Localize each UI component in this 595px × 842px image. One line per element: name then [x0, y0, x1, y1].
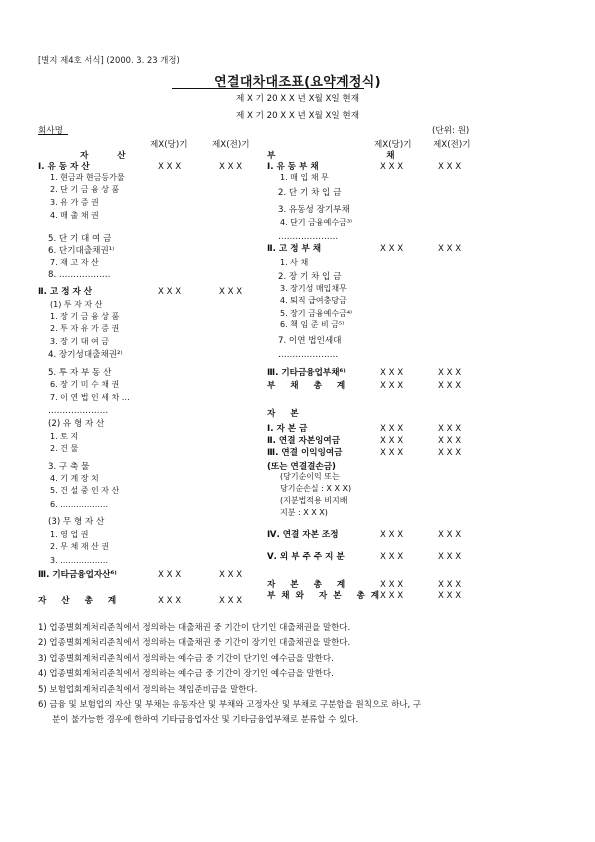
liability-row	[0, 244, 595, 254]
liability-current-value: X X X	[380, 244, 404, 254]
asset-label: 2. 단 기 금 융 상 품	[50, 185, 120, 194]
footnote: 5) 보험업회계처리준칙에서 정의하는 책임준비금을 말한다.	[38, 684, 258, 695]
liability-row	[0, 496, 595, 506]
asset-row	[0, 393, 595, 403]
liability-label: Ⅰ. 자 본 금	[267, 424, 308, 434]
asset-previous-value: X X X	[219, 287, 243, 297]
asset-label: 1. 토 지	[50, 432, 79, 441]
footnote: 2) 업종별회계처리준칙에서 정의하는 대출채권 중 기간이 장기인 대출채권을 말한다.	[38, 638, 351, 649]
liability-row	[0, 530, 595, 540]
liability-row	[0, 232, 595, 242]
asset-previous-value: X X X	[219, 162, 243, 172]
liability-label: (당기순이익 또는	[280, 472, 340, 481]
liability-row	[0, 350, 595, 360]
liability-previous-value: X X X	[438, 381, 462, 391]
asset-previous-value: X X X	[219, 570, 243, 580]
footnote: 6) 금융 및 보험업의 자산 및 부채는 유동자산 및 부채와 고정자산 및 부채로 구분함을 원칙으로 하나, 구	[38, 700, 422, 711]
liability-label: …………………	[278, 232, 339, 242]
liability-row	[0, 309, 595, 319]
liability-row	[0, 381, 595, 391]
liability-label: 2. 장 기 차 입 금	[278, 272, 342, 282]
asset-label: 1. 영 업 권	[50, 530, 89, 539]
liability-current-value: X X X	[380, 448, 404, 458]
liabilities-section-header: 부 채	[267, 151, 449, 161]
company-name-label: 회사명	[38, 126, 63, 136]
liability-label: 부채와 자본 총계	[267, 591, 386, 601]
liability-row	[0, 424, 595, 434]
liability-label: 6. 책 임 준 비 금⁵⁾	[280, 320, 345, 329]
liability-row	[0, 409, 595, 419]
liability-label: Ⅳ. 연결 자본 조정	[267, 530, 339, 540]
liability-row	[0, 552, 595, 562]
asset-label: 5. 투 자 부 동 산	[48, 368, 112, 378]
liability-row	[0, 218, 595, 228]
asset-label: 6. 장 기 미 수 채 권	[50, 380, 120, 389]
footnote: 4) 업종별회계처리준칙에서 정의하는 예수금 중 기간이 장기인 예수금을 말한다.	[38, 669, 334, 680]
form-note: [별지 제4호 서식] (2000. 3. 23 개정)	[38, 55, 180, 65]
asset-label: Ⅲ. 기타금융업자산⁶⁾	[38, 570, 117, 580]
liability-label: (또는 연결결손금)	[267, 462, 336, 472]
liability-row	[0, 484, 595, 494]
liability-row	[0, 508, 595, 518]
liability-current-value: X X X	[380, 530, 404, 540]
liabilities-current-period-header: 제X(당)기	[374, 140, 412, 150]
company-underline	[38, 134, 68, 135]
liability-label: (지분법적용 비지배	[280, 496, 348, 505]
liability-label: 5. 장기 금융예수금⁴⁾	[280, 309, 352, 318]
title-underline	[172, 88, 364, 89]
asset-label: 4. 매 출 채 권	[50, 211, 99, 220]
asset-label: 3. 장 기 대 여 금	[50, 337, 109, 346]
liability-current-value: X X X	[380, 381, 404, 391]
asset-label: 7. 이 연 법 인 세 차 …	[50, 393, 130, 402]
footnotes	[38, 621, 558, 729]
liability-row	[0, 162, 595, 172]
asset-label: 3. ………………	[50, 556, 109, 565]
liability-row	[0, 205, 595, 215]
asset-row	[0, 570, 595, 580]
liability-row	[0, 320, 595, 330]
asset-label: …………………	[48, 406, 109, 416]
liability-label: 4. 단기 금융예수금³⁾	[280, 218, 352, 227]
asset-label: (1) 투 자 자 산	[50, 300, 103, 309]
asset-label: 4. 기 계 장 치	[50, 474, 99, 483]
liability-label: Ⅰ. 유 동 부 채	[267, 162, 319, 172]
liability-label: Ⅲ. 기타금융업부채⁶⁾	[267, 368, 346, 378]
liability-label: 지분 : X X X)	[280, 508, 328, 517]
asset-label: 자 산 총 계	[38, 596, 123, 606]
liability-row	[0, 448, 595, 458]
liability-row	[0, 462, 595, 472]
footnote: 1) 업종별회계처리준칙에서 정의하는 대출채권 중 기간이 단기인 대출채권을 말한다.	[38, 623, 351, 633]
asset-row	[0, 517, 595, 527]
liability-label: Ⅱ. 연결 자본잉여금	[267, 436, 341, 446]
liability-current-value: X X X	[380, 368, 404, 378]
assets-section-header: 자 산	[80, 151, 139, 161]
asset-label: 1. 장 기 금 융 상 품	[50, 312, 120, 321]
document-title: 연결대차대조표(요약계정식)	[214, 75, 381, 90]
liability-current-value: X X X	[380, 591, 404, 601]
liability-label: Ⅲ. 연결 이익잉여금	[267, 448, 343, 458]
liability-previous-value: X X X	[438, 530, 462, 540]
assets-current-period-header: 제X(당)기	[150, 140, 188, 150]
liability-row	[0, 336, 595, 346]
asset-current-value: X X X	[158, 596, 182, 606]
liability-previous-value: X X X	[438, 162, 462, 172]
liability-previous-value: X X X	[438, 448, 462, 458]
asset-label: 2. 건 물	[50, 444, 79, 453]
asset-label: 7. 재 고 자 산	[50, 258, 99, 267]
liability-row	[0, 368, 595, 378]
asset-label: 6. 단기대출채권¹⁾	[48, 246, 115, 256]
liability-label: 부 채 총 계	[267, 381, 352, 391]
asset-label: 3. 구 축 물	[48, 462, 90, 472]
liability-label: 1. 사 채	[280, 258, 309, 267]
liability-previous-value: X X X	[438, 368, 462, 378]
asset-current-value: X X X	[158, 287, 182, 297]
asset-row	[0, 542, 595, 552]
liability-previous-value: X X X	[438, 436, 462, 446]
liability-label: 3. 유동성 장기부채	[278, 205, 350, 215]
liability-label: 자 본	[267, 409, 305, 419]
unit-label: (단위: 원)	[432, 126, 470, 136]
asset-label: 4. 장기성대출채권²⁾	[48, 350, 123, 360]
asset-label: 1. 현금과 현금등가물	[50, 173, 125, 182]
liability-row	[0, 436, 595, 446]
liability-row	[0, 284, 595, 294]
asset-label: 8. ………………	[48, 270, 111, 280]
liability-previous-value: X X X	[438, 424, 462, 434]
asset-label: 2. 무 체 재 산 권	[50, 542, 109, 551]
asset-label: 2. 투 자 유 가 증 권	[50, 324, 120, 333]
liability-row	[0, 258, 595, 268]
liability-row	[0, 272, 595, 282]
asset-label: 6. ………………	[50, 500, 109, 509]
liability-previous-value: X X X	[438, 552, 462, 562]
liability-row	[0, 591, 595, 601]
liability-row	[0, 173, 595, 183]
liability-label: 2. 단 기 차 입 금	[278, 188, 342, 198]
asset-label: 3. 유 가 증 권	[50, 198, 99, 207]
asset-label: Ⅰ. 유 동 자 산	[38, 162, 90, 172]
asset-label: 5. 건 설 중 인 자 산	[50, 486, 120, 495]
liability-previous-value: X X X	[438, 591, 462, 601]
liability-row	[0, 188, 595, 198]
liability-label: 3. 장기성 매입채무	[280, 284, 347, 293]
asset-previous-value: X X X	[219, 596, 243, 606]
asset-label: Ⅱ. 고 정 자 산	[38, 287, 93, 297]
liability-label: 자 본 총 계	[267, 580, 352, 590]
liability-label: 당기순손실 : X X X)	[280, 484, 352, 493]
asset-label: (2) 유 형 자 산	[48, 419, 105, 429]
assets-previous-period-header: 제X(전)기	[212, 140, 250, 150]
liability-current-value: X X X	[380, 580, 404, 590]
liability-previous-value: X X X	[438, 580, 462, 590]
asset-label: 5. 단 기 대 여 금	[48, 234, 112, 244]
liabilities-previous-period-header: 제X(전)기	[433, 140, 471, 150]
liability-label: 4. 퇴직 급여충당금	[280, 296, 347, 305]
liability-row	[0, 296, 595, 306]
liability-row	[0, 580, 595, 590]
liability-row	[0, 472, 595, 482]
liability-label: 1. 매 입 채 무	[280, 173, 329, 182]
footnote-continuation: 분이 불가능한 경우에 한하여 기타금융업자산 및 기타금융업부채로 분류할 수 있다.	[52, 715, 359, 726]
period-current: 제 X 기 20 X X 년 X월 X일 현재	[235, 94, 360, 104]
liability-current-value: X X X	[380, 552, 404, 562]
liability-label: …………………	[278, 350, 339, 360]
liability-current-value: X X X	[380, 424, 404, 434]
asset-current-value: X X X	[158, 570, 182, 580]
period-previous: 제 X 기 20 X X 년 X월 X일 현재	[235, 111, 360, 121]
liability-current-value: X X X	[380, 162, 404, 172]
footnote: 3) 업종별회계처리준칙에서 정의하는 예수금 중 기간이 단기인 예수금을 말한다.	[38, 653, 334, 664]
asset-current-value: X X X	[158, 162, 182, 172]
liability-previous-value: X X X	[438, 244, 462, 254]
liability-label: Ⅴ. 외 부 주 주 지 분	[267, 552, 345, 562]
liability-label: Ⅱ. 고 정 부 채	[267, 244, 322, 254]
liability-label: 7. 이연 법인세대	[278, 336, 342, 346]
asset-label: (3) 무 형 자 산	[48, 517, 105, 527]
liability-current-value: X X X	[380, 436, 404, 446]
